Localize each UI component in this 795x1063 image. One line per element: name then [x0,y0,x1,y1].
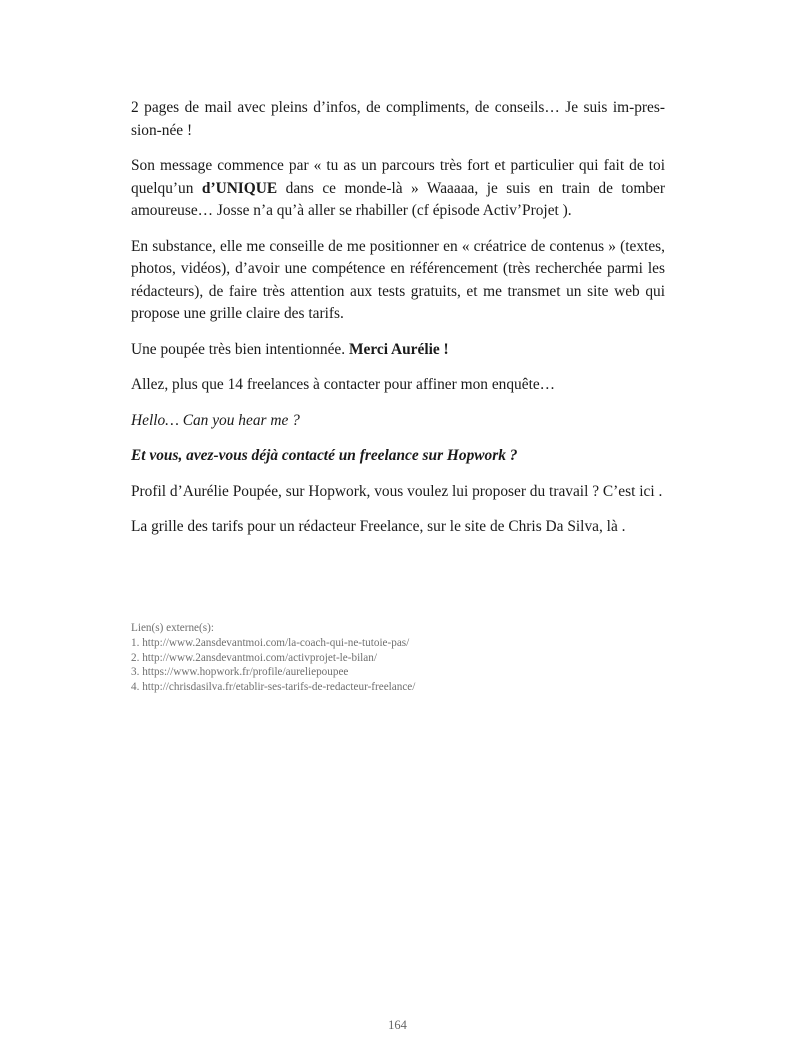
external-link-1[interactable]: 1. http://www.2ansdevantmoi.com/la-coach-qui-ne-tutoie-pas/ [131,636,410,649]
paragraph-hello: Hello… Can you hear me ? [131,411,300,429]
article-body [131,97,665,552]
external-links-heading: Lien(s) externe(s): [131,622,214,634]
external-link-4[interactable]: 4. http://chrisdasilva.fr/etablir-ses-tarifs-de-redacteur-freelance/ [131,681,416,694]
paragraph-thanks-text: Une poupée très bien intentionnée. [131,340,349,358]
paragraph-intro: 2 pages de mail avec pleins d’infos, de compliments, de conseils… Je suis im-pres-sion-née ! [131,99,665,139]
external-link-2[interactable]: 2. http://www.2ansdevantmoi.com/activprojet-le-bilan/ [131,651,377,664]
paragraph-profile: Profil d’Aurélie Poupée, sur Hopwork, vous voulez lui proposer du travail ? C’est ici . [131,482,663,500]
paragraph-advice: En substance, elle me conseille de me positionner en « créatrice de contenus » (textes, photos, vidéos), d’avoir une compétence en référencement (très recherchée parmi les rédacteurs), de faire très attention aux tests gratuits, et me transmet un site web qui propose une grille claire des tarifs. [131,237,665,322]
paragraph-question: Et vous, avez-vous déjà contacté un freelance sur Hopwork ? [131,447,518,464]
paragraph-message-start: Son message commence par « tu as un parcours très fort et particulier qui fait de toi quelqu’un [131,157,665,197]
paragraph-rates: La grille des tarifs pour un rédacteur Freelance, sur le site de Chris Da Silva, là . [131,518,626,535]
external-links [131,621,665,695]
paragraph-thanks [131,339,665,362]
paragraph-message-end: dans ce monde-là » Waaaaa, je suis en train de tomber amoureuse… Josse n’a qu’à aller se rhabiller (cf épisode Activ’Projet ). [131,179,665,219]
unique-emphasis: d’UNIQUE [201,179,278,197]
paragraph-message [131,155,665,223]
page-number: 164 [388,1018,407,1032]
paragraph-remaining: Allez, plus que 14 freelances à contacter pour affiner mon enquête… [131,376,556,393]
thanks-emphasis: Merci Aurélie ! [348,340,449,358]
external-link-3[interactable]: 3. https://www.hopwork.fr/profile/aureliepoupee [131,666,349,679]
